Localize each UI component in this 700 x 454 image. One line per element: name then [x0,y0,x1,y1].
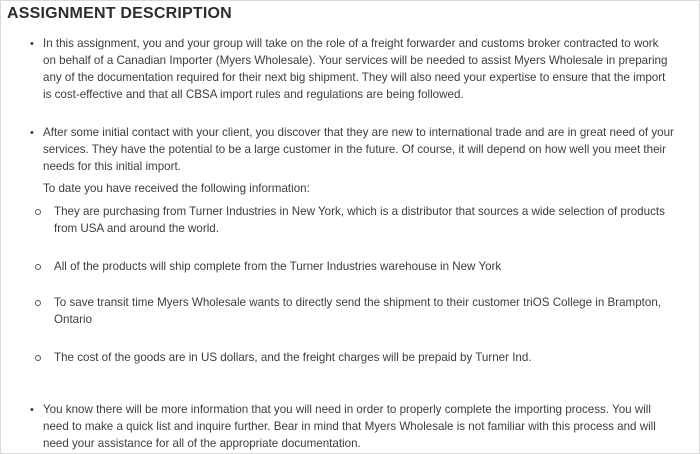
sub-bullet-marker [35,264,41,270]
sub-item-4: The cost of the goods are in US dollars, and the freight charges will be prepaid by Turner Ind. [54,351,532,364]
bullet-text-3: You know there will be more information that you will need in order to properly complete the importing process. You will need to make a quick list and inquire further. Bear in mind that Myers Wholesale is not familiar with this process and will need your assistance for all of the appropriate documentation. [43,403,656,450]
info-intro: To date you have received the following information: [43,182,310,195]
bullet-marker: • [30,127,34,139]
bullet-marker: • [30,404,34,416]
bullet-text-2: After some initial contact with your client, you discover that they are new to international trade and are in great need of your services. They have the potential to be a large customer in the future. Of course, it will depend on how well you meet their needs for this initial import. [43,126,674,173]
sub-bullet-marker [35,209,41,215]
sub-item-1: They are purchasing from Turner Industries in New York, which is a distributor that sources a wide selection of products from USA and around the world. [54,205,665,235]
page-title: ASSIGNMENT DESCRIPTION [7,5,232,22]
sub-bullet-marker [35,300,41,306]
sub-item-3: To save transit time Myers Wholesale wants to directly send the shipment to their customer triOS College in Brampton, Ontario [54,296,661,326]
bullet-text-1: In this assignment, you and your group will take on the role of a freight forwarder and customs broker contracted to work on behalf of a Canadian Importer (Myers Wholesale). Your services will be needed to assist Myers Wholesale in preparing any of the documentation required for their next big shipment. They will also need your expertise to ensure that the import is cost-effective and that all CBSA import rules and regulations are being followed. [43,37,668,101]
sub-item-2: All of the products will ship complete from the Turner Industries warehouse in New York [54,260,502,273]
bullet-marker: • [30,38,34,50]
sub-bullet-marker [35,355,41,361]
